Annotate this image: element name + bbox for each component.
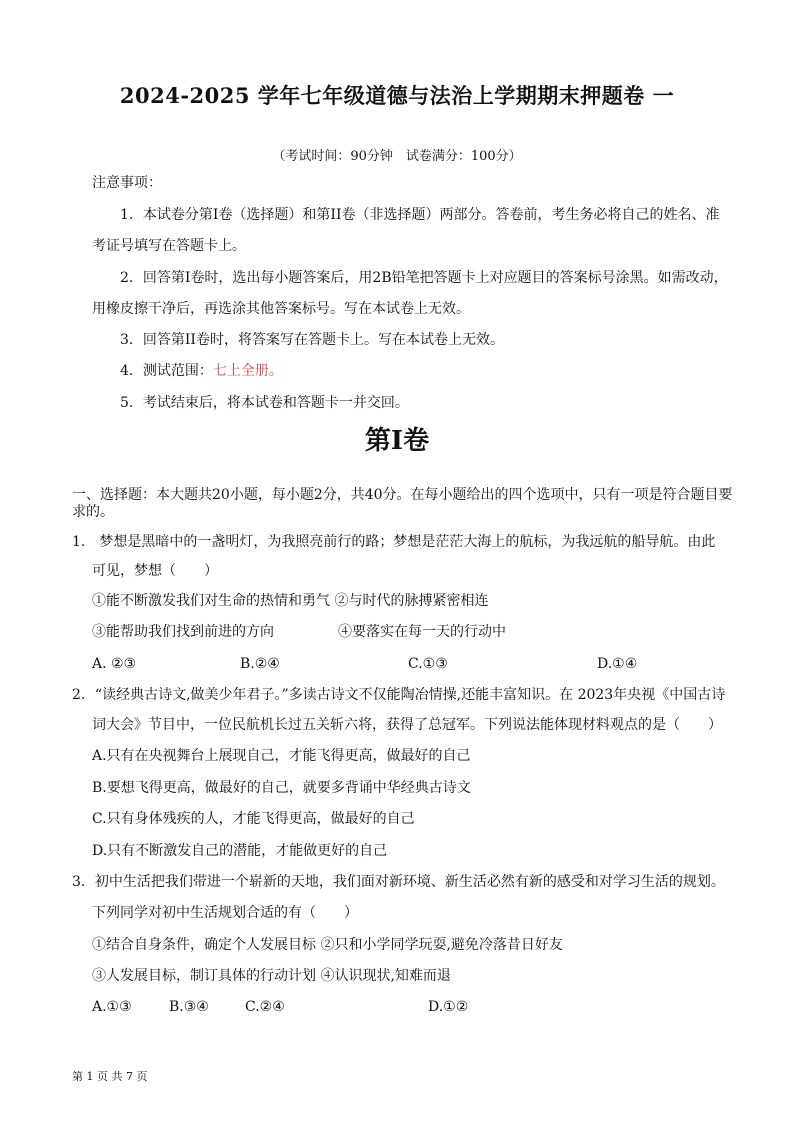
q2-stem-line-1: 2．“读经典古诗文,做美少年君子。”多读古诗文不仅能陶冶情操,还能丰富知识。在 2023年央视《中国古诗 xyxy=(72,687,726,703)
note-3: 3．回答第II卷时，将答案写在答题卡上。写在本试卷上无效。 xyxy=(120,332,504,348)
note-1-line-1: 1．本试卷分第I卷（选择题）和第II卷（非选择题）两部分。答卷前，考生务必将自己的姓名、准 xyxy=(120,207,720,223)
q3-stem-line-1: 3．初中生活把我们带进一个崭新的天地，我们面对新环境、新生活必然有新的感受和对学习生活的规划。 xyxy=(72,874,725,890)
note-1-line-2: 考证号填写在答题卡上。 xyxy=(92,238,246,254)
note-2-line-2: 用橡皮擦干净后，再选涂其他答案标号。写在本试卷上无效。 xyxy=(92,301,470,317)
q1-statement-3: ③能帮助我们找到前进的方向 xyxy=(92,624,274,640)
page-title: 2024-2025 学年七年级道德与法治上学期期末押题卷 一 xyxy=(119,83,675,108)
q1-option-a: A. ②③ xyxy=(92,656,137,672)
note-5: 5．考试结束后，将本试卷和答题卡一并交回。 xyxy=(120,395,409,411)
q1-statement-1-2: ①能不断激发我们对生命的热情和勇气 ②与时代的脉搏紧密相连 xyxy=(92,593,489,609)
q2-option-a: A.只有在央视舞台上展现自己，才能飞得更高，做最好的自己 xyxy=(92,748,471,764)
page-number: 第 1 页 共 7 页 xyxy=(72,1070,148,1083)
q1-option-c: C.①③ xyxy=(408,656,448,672)
note-4-scope: 七上全册。 xyxy=(212,363,283,379)
q2-stem-line-2: 词大会》节目中，一位民航机长过五关斩六将，获得了总冠军。下列说法能体现材料观点的是（ ） xyxy=(92,717,722,733)
q1-stem-line-1: 1. 梦想是黑暗中的一盏明灯，为我照亮前行的路；梦想是茫茫大海上的航标，为我远航的船导航。由此 xyxy=(72,534,716,550)
q3-option-d: D.①② xyxy=(428,999,469,1015)
q3-option-b: B.③④ xyxy=(169,999,209,1015)
exam-info: （考试时间：90分钟 试卷满分：100分） xyxy=(272,149,522,164)
q3-stem-line-2: 下列同学对初中生活规划合适的有（ ） xyxy=(92,905,358,921)
q1-statement-4: ④要落实在每一天的行动中 xyxy=(338,624,506,640)
q2-option-b: B.要想飞得更高，做最好的自己，就要多背诵中华经典古诗文 xyxy=(92,780,471,796)
q3-option-a: A.①③ xyxy=(92,999,132,1015)
section-intro-line-2: 求的。 xyxy=(72,504,114,520)
q3-statement-3-4: ③人发展目标，制订具体的行动计划 ④认识现状,知难而退 xyxy=(92,968,451,984)
notes-heading: 注意事项： xyxy=(92,175,162,191)
section-intro-line-1: 一、选择题：本大题共20小题，每小题2分，共40分。在每小题给出的四个选项中，只有一项是符合题目要 xyxy=(72,487,733,503)
q3-option-c: C.②④ xyxy=(245,999,285,1015)
q2-option-c: C.只有身体残疾的人，才能飞得更高，做最好的自己 xyxy=(92,811,415,827)
q1-stem-line-2: 可见，梦想（ ） xyxy=(92,563,218,579)
q1-option-b: B.②④ xyxy=(240,656,280,672)
note-4-label: 4．测试范围： xyxy=(120,363,213,379)
note-2-line-1: 2．回答第I卷时，选出每小题答案后，用2B铅笔把答题卡上对应题目的答案标号涂黑。如需改动， xyxy=(120,270,728,286)
note-4 xyxy=(120,361,283,381)
q3-statement-1-2: ①结合自身条件，确定个人发展目标 ②只和小学同学玩耍,避免冷落昔日好友 xyxy=(92,937,563,953)
q1-option-d: D.①④ xyxy=(597,656,638,672)
q2-option-d: D.只有不断激发自己的潜能，才能做更好的自己 xyxy=(92,843,388,859)
section-title: 第I卷 xyxy=(364,426,430,456)
